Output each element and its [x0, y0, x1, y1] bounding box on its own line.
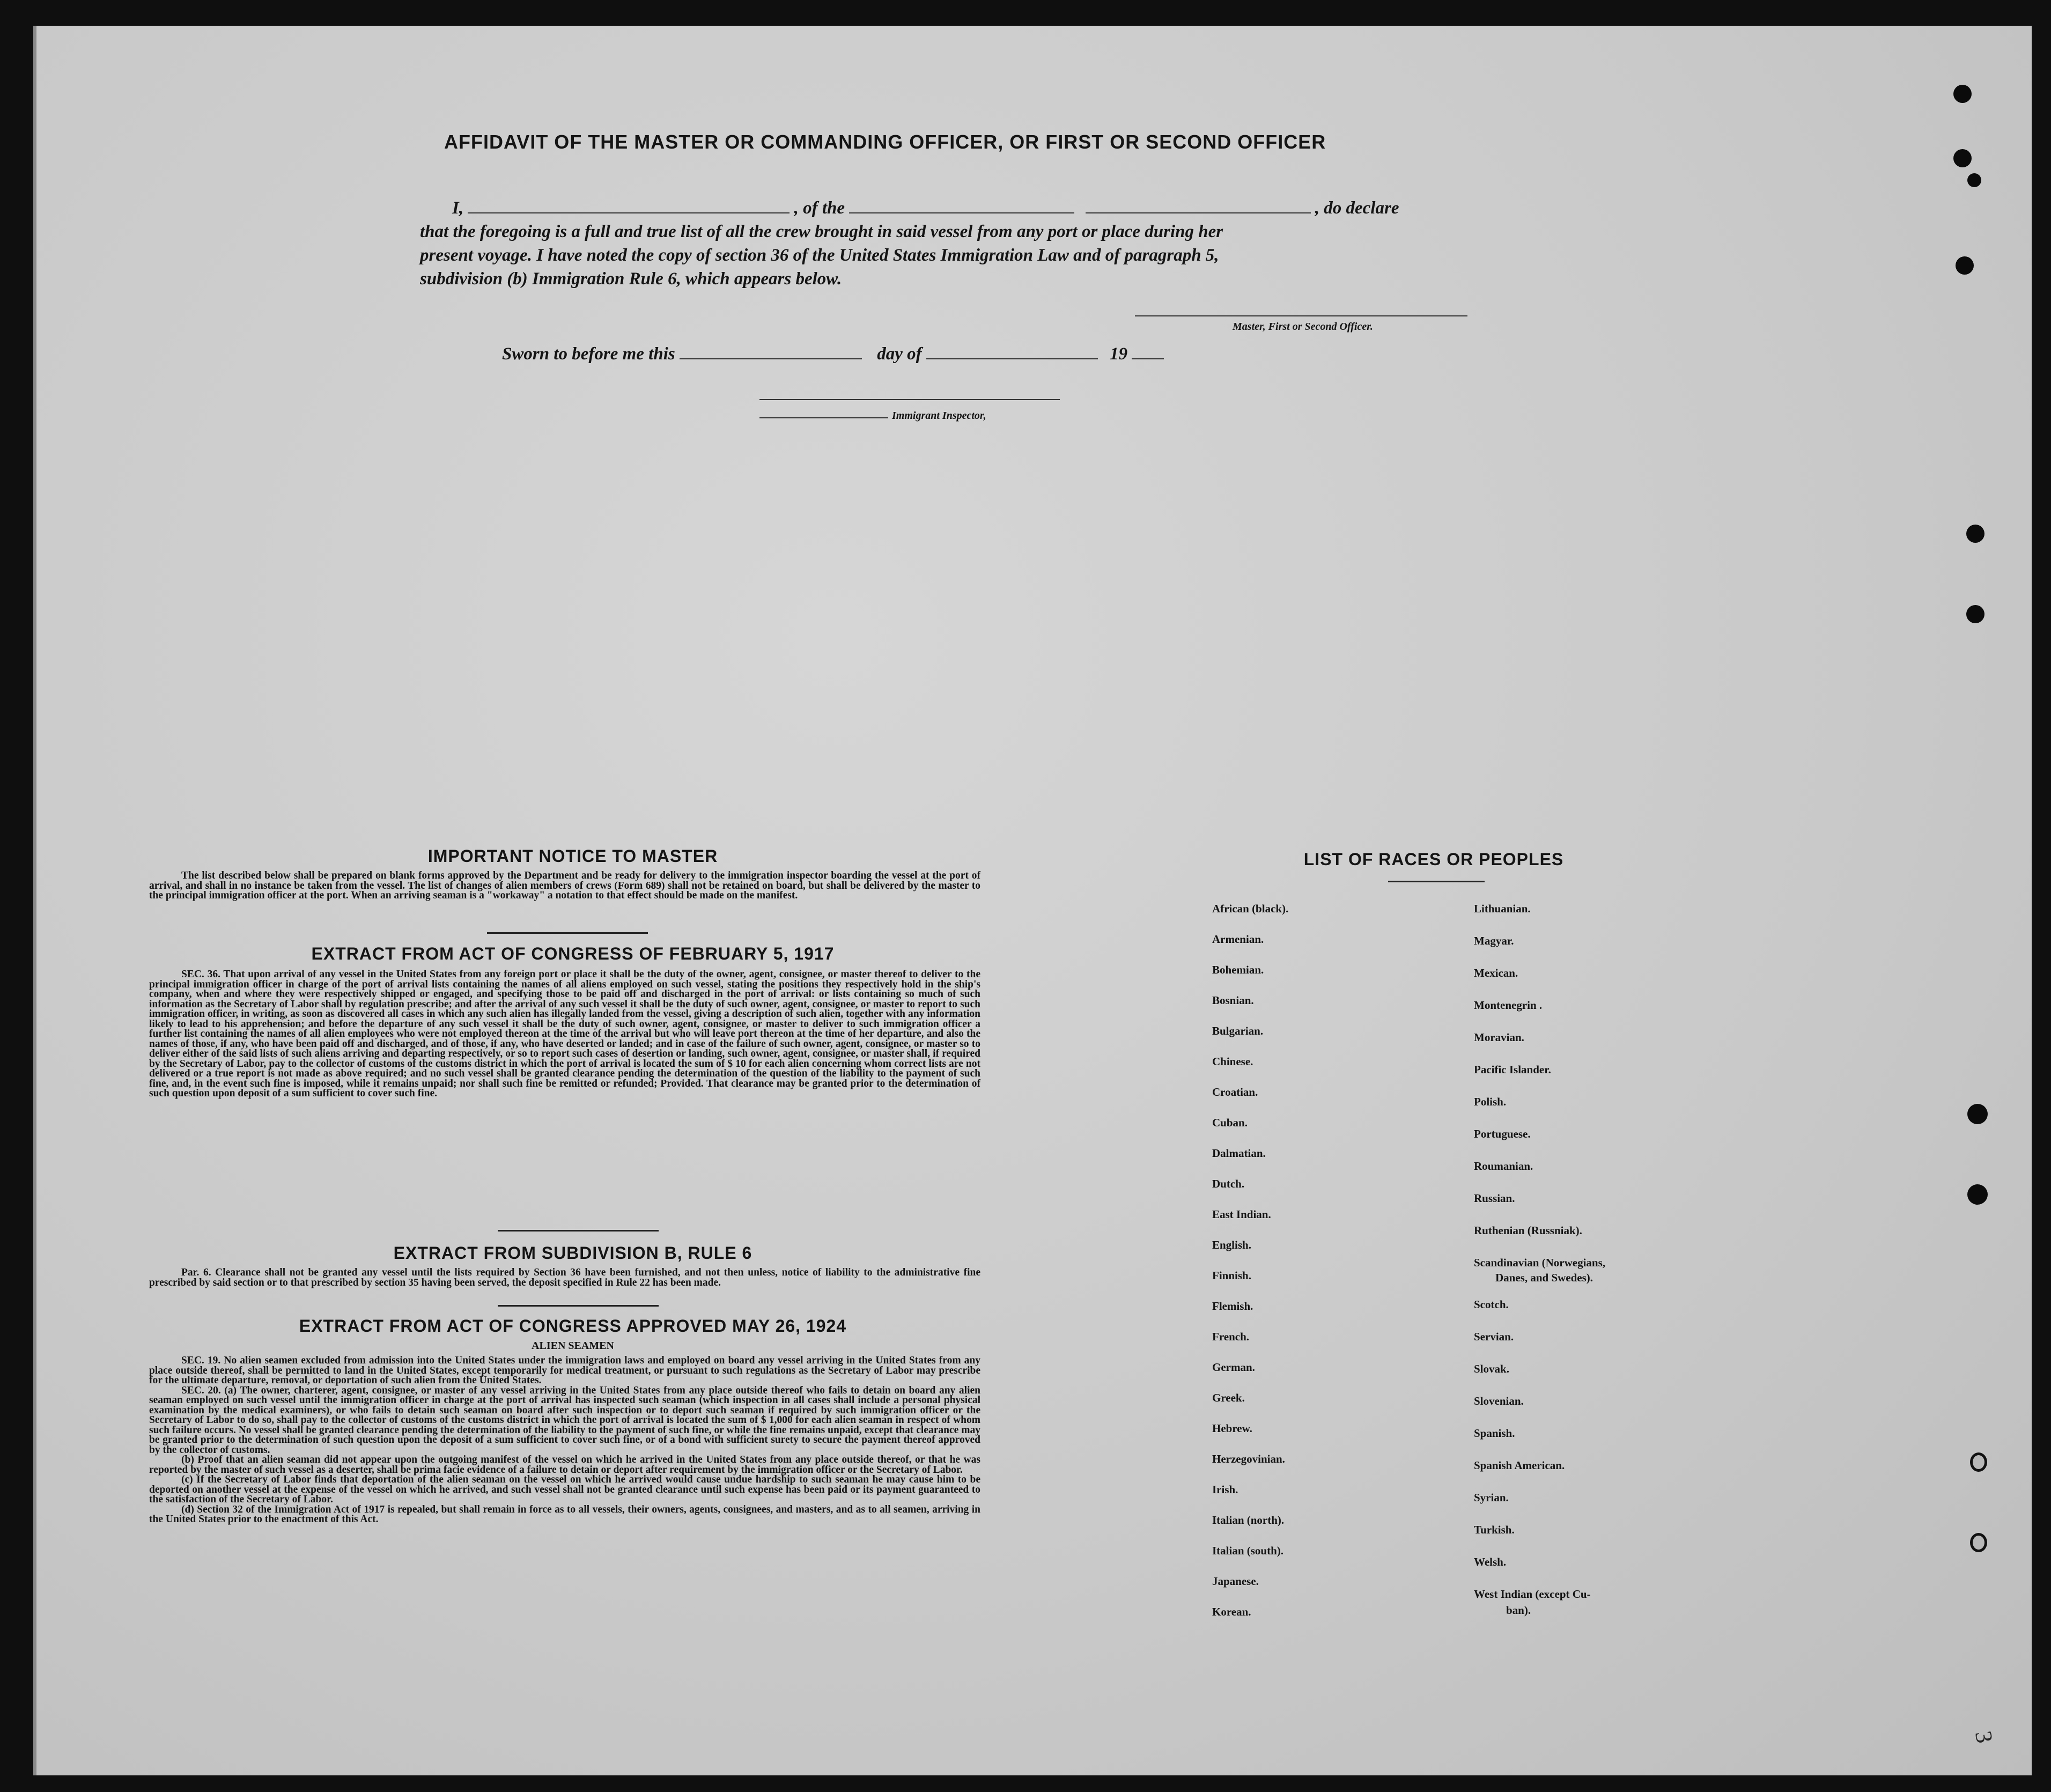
declaration-line-2: that the foregoing is a full and true list of all the crew brought in said vessel from any port or place during her: [420, 222, 1223, 241]
declaration-text: [420, 196, 1471, 291]
race-item: Cuban.: [1212, 1116, 1248, 1129]
race-item: Croatian.: [1212, 1086, 1258, 1098]
sec20b-paragraph: (b) Proof that an alien seaman did not appear upon the outgoing manifest of the vessel on which he arrived in the United States from any place outside thereof, or that he was reported by the master of such vessel as a deserter, shall be prima facie evidence of a failure to detain or deport after requirement by the immigration officer or the Secretary of Labor.: [149, 1454, 980, 1476]
i-label: I,: [452, 198, 464, 218]
binder-hole: [1953, 85, 1972, 103]
race-item: Bohemian.: [1212, 963, 1264, 976]
extract-1924-text: [149, 1356, 980, 1525]
race-item: Roumanian.: [1474, 1160, 1533, 1172]
notice-divider: [487, 932, 648, 934]
inspector-caption: Immigrant Inspector,: [892, 410, 986, 422]
race-item: Spanish.: [1474, 1427, 1515, 1440]
race-item: ban).: [1506, 1604, 1531, 1617]
race-item: Lithuanian.: [1474, 902, 1531, 915]
race-item: French.: [1212, 1330, 1250, 1343]
binder-hole: [1970, 1452, 1987, 1472]
race-item: Welsh.: [1474, 1555, 1507, 1568]
binder-hole: [1966, 605, 1984, 623]
year-label: 19: [1110, 344, 1128, 364]
name-blank: [468, 197, 790, 213]
sworn-year-blank: [1132, 343, 1164, 359]
race-item: African (black).: [1212, 902, 1289, 915]
race-item: Polish.: [1474, 1095, 1507, 1108]
signature-caption: Master, First or Second Officer.: [1233, 321, 1373, 333]
inspector-line-1: [759, 399, 1060, 400]
sec20a-paragraph: SEC. 20. (a) The owner, charterer, agent, consignee, or master of any vessel arriving in the United States from any place outside thereof who fails to detain on board any alien seaman employed on such vessel until the immigration officer in charge at the port of arrival has inspected such seaman (which inspection in all cases shall include a personal physical examination by the medical examiners), or who fails to detain such seaman on board after such inspection or to deport such seaman if required by such immigration officer or the Secretary of Labor to do so, shall pay to the collector of customs of the customs district in which the port of arrival is located the sum of $ 1,000 for each alien seaman in respect of whom such failure occurs. No vessel shall be granted clearance pending the determination of the liability to the payment of such fine, or while the fine remains unpaid, except that clearance may be granted prior to the determination of such question upon the deposit of a sum sufficient to cover such fine, or of a bond with sufficient surety to secure the payment thereof approved by the collector of customs.: [149, 1384, 980, 1456]
race-item: Dutch.: [1212, 1177, 1245, 1190]
race-item: Armenian.: [1212, 933, 1264, 946]
race-item: Korean.: [1212, 1605, 1251, 1618]
race-item: German.: [1212, 1361, 1255, 1374]
of-the-label: , of the: [794, 198, 845, 218]
sec20c-paragraph: (c) If the Secretary of Labor finds that deportation of the alien seaman on the vessel on which he arrived would cause undue hardship to such seaman he may cause him to be deported on another vessel at the expense of the vessel on which he arrived, and such vessel shall not be granted clearance until such expense has been paid or its payment guaranteed to the satisfaction of the Secretary of Labor.: [149, 1474, 980, 1505]
do-declare-label: , do declare: [1315, 198, 1399, 218]
race-item: Servian.: [1474, 1330, 1514, 1343]
binder-hole: [1966, 525, 1984, 543]
extract-1924-title: EXTRACT FROM ACT OF CONGRESS APPROVED MAY 26, 1924: [299, 1316, 847, 1336]
race-item: Spanish American.: [1474, 1459, 1565, 1472]
race-item: West Indian (except Cu-: [1474, 1588, 1591, 1601]
section-36-paragraph: SEC. 36. That upon arrival of any vessel in the United States from any foreign port or place it shall be the duty of the owner, agent, consignee, or master thereof to deliver to the principal immigration officer in charge of the port of arrival lists containing the names of all aliens employed on such vessel, stating the positions they respectively hold in the ship's company, when and where they were respectively shipped or engaged, and specifying those to be paid off and discharged in the port of arrival: or lists containing so much of such information as the Secretary of Labor shall by regulation prescribe; and after the arrival of any such vessel it shall be the duty of such owner, agent, consignee, or master to report to such immigration officer, in writing, as soon as discovered all cases in which any such alien has illegally landed from the vessel, giving a description of such alien, together with any information likely to lead to his apprehension; and before the departure of any such vessel it shall be the duty of such owner, agent, consignee, or master to deliver to such immigration officer a further list containing the names of all alien employees who were not employed thereon at the time of the arrival but who will leave port thereon at the time of her departure, and also the names of those, if any, who have been paid off and discharged, and of those, if any, who have deserted or landed; and in case of the failure of such owner, agent, consignee, or master so to deliver either of the said lists of such aliens arriving and departing respectively, or so to report such cases of desertion or landing, such owner, agent, consignee, or master shall, if required by the Secretary of Labor, pay to the collector of customs of the customs district in which the port of arrival is located the sum of $ 10 for each alien concerning whom correct lists are not delivered or a true report is not made as above required; and no such vessel shall be granted clearance pending the determination of the question of the liability to the payment of such fine, and, in the event such fine is imposed, while it remains unpaid; nor shall such fine be remitted or refunded; Provided. That clearance may be granted prior to the determination of such question upon deposit of a sum sufficient to cover such fine.: [149, 969, 980, 1099]
alien-seamen-subtitle: ALIEN SEAMEN: [532, 1340, 614, 1352]
race-item: Scandinavian (Norwegians,: [1474, 1256, 1606, 1269]
race-item: Moravian.: [1474, 1031, 1524, 1044]
race-item: Ruthenian (Russniak).: [1474, 1224, 1582, 1237]
extract-1917-title: EXTRACT FROM ACT OF CONGRESS OF FEBRUARY 5, 1917: [311, 944, 835, 963]
declaration-line-1: [420, 196, 1471, 220]
sec19-paragraph: SEC. 19. No alien seamen excluded from admission into the United States under the immigration laws and employed on board any vessel arriving in the United States from any place outside thereof, shall be permitted to land in the United States, except temporarily for medical treatment, or pursuant to such regulations as the Secretary of Labor may prescribe for the ultimate departure, removal, or deportation of such alien from the United States.: [149, 1355, 980, 1386]
rule6-title: EXTRACT FROM SUBDIVISION B, RULE 6: [393, 1243, 752, 1263]
day-of-label: day of: [877, 344, 922, 364]
race-item: Syrian.: [1474, 1491, 1509, 1504]
race-item: Danes, and Swedes).: [1495, 1271, 1593, 1284]
race-item: Hebrew.: [1212, 1422, 1252, 1435]
race-item: Slovenian.: [1474, 1395, 1524, 1407]
race-item: Turkish.: [1474, 1523, 1515, 1536]
race-item: Magyar.: [1474, 934, 1514, 947]
notice-paragraph: The list described below shall be prepared on blank forms approved by the Department and be ready for delivery to the immigration inspector boarding the vessel at the port of arrival, and shall in no instance be taken from the vessel. The list of changes of alien members of crews (Form 689) shall not be retained on board, but shall be delivered by the master to the principal immigration officer at the port. When an arriving seaman is a "workaway" a notation to that effect should be made on the manifest.: [149, 870, 980, 901]
race-item: Italian (north).: [1212, 1514, 1285, 1526]
binder-hole: [1953, 149, 1972, 167]
race-item: Flemish.: [1212, 1300, 1253, 1312]
binder-hole: [1967, 1104, 1988, 1124]
race-item: Portuguese.: [1474, 1127, 1531, 1140]
sworn-month-blank: [926, 343, 1098, 359]
race-item: Mexican.: [1474, 967, 1518, 979]
race-item: Japanese.: [1212, 1575, 1259, 1588]
race-item: Montenegrin .: [1474, 999, 1543, 1012]
race-item: English.: [1212, 1238, 1251, 1251]
vessel-blank-1: [849, 197, 1074, 213]
signature-line: [1135, 315, 1467, 316]
notice-text: [149, 871, 980, 901]
inspector-line-2: [759, 417, 888, 418]
race-item: Dalmatian.: [1212, 1147, 1266, 1160]
binder-hole: [1967, 173, 1981, 187]
race-item: Finnish.: [1212, 1269, 1251, 1282]
race-item: Scotch.: [1474, 1298, 1509, 1311]
race-item: Bulgarian.: [1212, 1024, 1264, 1037]
race-item: Irish.: [1212, 1483, 1238, 1496]
affidavit-title: AFFIDAVIT OF THE MASTER OR COMMANDING OFFICER, OR FIRST OR SECOND OFFICER: [444, 131, 1326, 153]
declaration-line-3: present voyage. I have noted the copy of section 36 of the United States Immigration Law and of paragraph 5,: [420, 246, 1219, 265]
binder-hole: [1956, 256, 1974, 275]
declaration-line-4: subdivision (b) Immigration Rule 6, which appears below.: [420, 269, 842, 289]
race-item: Bosnian.: [1212, 994, 1254, 1007]
vessel-blank-2: [1086, 197, 1311, 213]
race-item: Pacific Islander.: [1474, 1063, 1551, 1076]
race-item: Italian (south).: [1212, 1544, 1284, 1557]
sec20d-paragraph: (d) Section 32 of the Immigration Act of 1917 is repealed, but shall remain in force as to all vessels, their owners, agents, consignees, and masters, and as to all seamen, arriving in the United States prior to the enactment of this Act.: [149, 1503, 980, 1525]
sworn-label: Sworn to before me this: [502, 344, 675, 364]
race-item: Herzegovinian.: [1212, 1452, 1285, 1465]
page-number-mark: 3: [1969, 1729, 1998, 1745]
race-item: Russian.: [1474, 1192, 1515, 1205]
race-item: East Indian.: [1212, 1208, 1271, 1221]
binder-hole: [1970, 1533, 1987, 1552]
race-item: Chinese.: [1212, 1055, 1253, 1068]
sworn-line: [502, 343, 1164, 364]
extract-1917-divider: [498, 1230, 659, 1231]
document-page: [33, 26, 2032, 1775]
rule6-divider: [498, 1305, 659, 1307]
extract-1917-text: [149, 970, 980, 1099]
par6-paragraph: Par. 6. Clearance shall not be granted any vessel until the lists required by Section 36 have been furnished, and not then unless, notice of liability to the administrative fine prescribed by said section or to that prescribed by section 35 having been served, the deposit specified in Rule 22 has been made.: [149, 1267, 980, 1288]
binder-hole: [1967, 1184, 1988, 1205]
races-title: LIST OF RACES OR PEOPLES: [1303, 850, 1564, 869]
race-item: Slovak.: [1474, 1362, 1509, 1375]
rule6-text: [149, 1268, 980, 1288]
race-item: Greek.: [1212, 1391, 1245, 1404]
races-title-underline: [1388, 881, 1485, 882]
sworn-day-blank: [680, 343, 862, 359]
notice-title: IMPORTANT NOTICE TO MASTER: [427, 846, 718, 866]
